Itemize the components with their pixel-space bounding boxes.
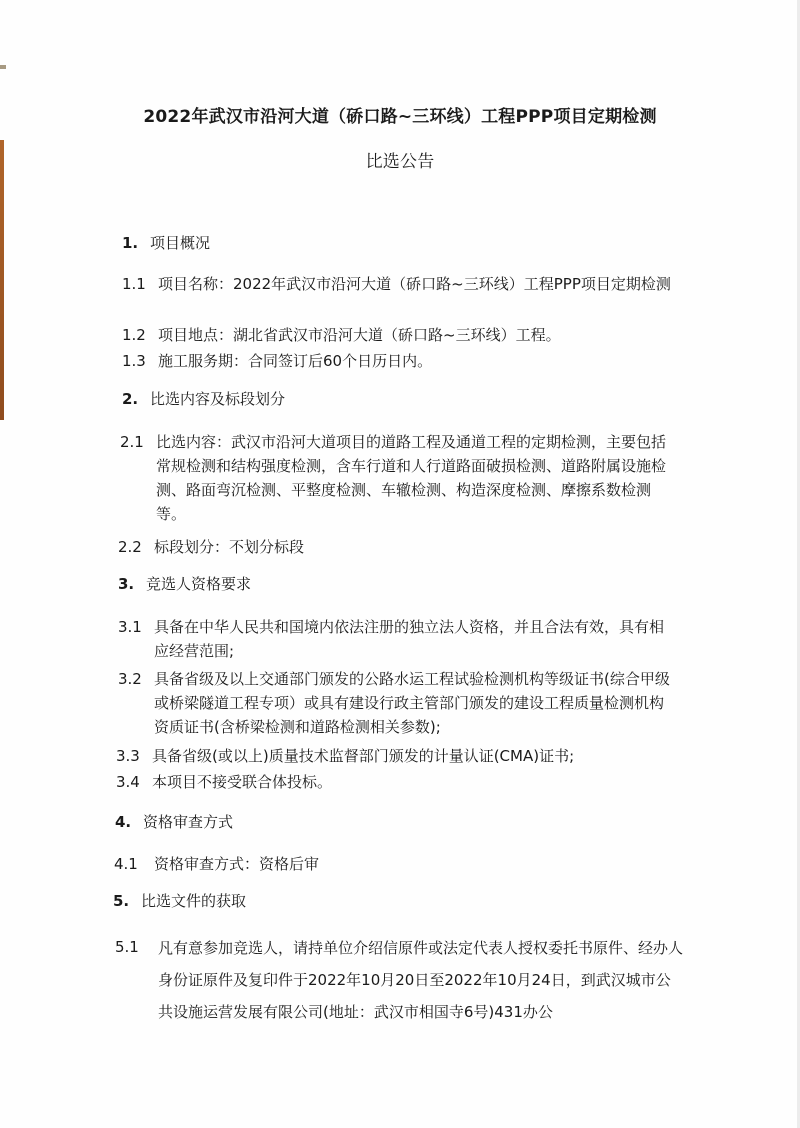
item-1-1: 1.1 项目名称：2022年武汉市沿河大道（硚口路~三环线）工程PPP项目定期检测 [122, 275, 671, 293]
item-3-3: 3.3 具备省级(或以上)质量技术监督部门颁发的计量认证(CMA)证书; [116, 747, 575, 765]
document-title: 2022年武汉市沿河大道（硚口路~三环线）工程PPP项目定期检测 [143, 107, 657, 127]
item-3-1: 3.1 具备在中华人民共和国境内依法注册的独立法人资格，并且合法有效，具有相应经营范围; [118, 618, 665, 660]
item-1-3: 1.3 施工服务期：合同签订后60个日历日内。 [122, 352, 433, 370]
item-5-1: 5.1 凡有意参加竞选人，请持单位介绍信原件或法定代表人授权委托书原件、经办人身份证原件及复印件于2022年10月20日至2022年10月24日，到武汉城市公共设施运营发展有限公司(地址：武汉市相国寺6号)431办公 [115, 938, 684, 1021]
section-heading-2: 2. 比选内容及标段划分 [122, 390, 286, 408]
section-heading-1: 1. 项目概况 [122, 234, 211, 252]
item-3-2: 3.2 具备省级及以上交通部门颁发的公路水运工程试验检测机构等级证书(综合甲级或桥梁隧道工程专项）或具有建设行政主管部门颁发的建设工程质量检测机构资质证书(含桥梁检测和道路检测相关参数); [118, 670, 670, 736]
document-subtitle: 比选公告 [365, 152, 435, 172]
scan-edge-strip [0, 140, 4, 420]
item-4-1: 4.1 资格审查方式：资格后审 [114, 855, 320, 873]
item-2-2: 2.2 标段划分：不划分标段 [118, 538, 305, 556]
item-3-4: 3.4 本项目不接受联合体投标。 [116, 773, 333, 791]
section-heading-4: 4. 资格审查方式 [115, 813, 234, 831]
section-heading-3: 3. 竞选人资格要求 [118, 575, 252, 593]
item-2-1: 2.1 比选内容：武汉市沿河大道项目的道路工程及通道工程的定期检测，主要包括常规检测和结构强度检测，含车行道和人行道路面破损检测、道路附属设施检测、路面弯沉检测、平整度检测、车辙检测、构造深度检测、摩擦系数检测等。 [120, 433, 667, 523]
scan-edge-mark [0, 65, 6, 69]
item-1-2: 1.2 项目地点：湖北省武汉市沿河大道（硚口路~三环线）工程。 [122, 326, 561, 344]
section-heading-5: 5. 比选文件的获取 [113, 892, 247, 910]
